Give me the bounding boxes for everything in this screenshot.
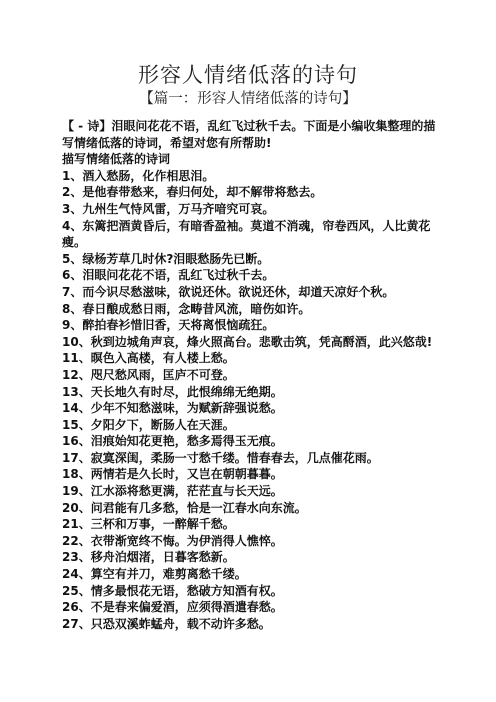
poem-line: 10、秋到边城角声哀，烽火照高台。悲歌击筑，凭高酹酒，此兴悠哉! xyxy=(62,334,433,349)
poem-line: 4、东篱把酒黄昏后，有暗香盈袖。莫道不消魂，帘卷西风，人比黄花瘦。 xyxy=(62,218,431,250)
poem-line: 5、绿杨芳草几时休?泪眼愁肠先已断。 xyxy=(62,251,270,266)
poem-line: 16、泪痕始知花更艳，愁多焉得玉无痕。 xyxy=(62,434,283,449)
poem-line: 3、九州生气恃风雷，万马齐喑究可哀。 xyxy=(62,201,275,216)
intro-paragraph: 【 - 诗】泪眼问花花不语，乱红飞过秋千去。下面是小编收集整理的描写情绪低落的诗词，希望对您有所帮助! xyxy=(62,119,436,150)
poem-line: 7、而今识尽愁滋味，欲说还休。欲说还休，却道天凉好个秋。 xyxy=(62,284,395,299)
poem-line: 15、夕阳夕下，断肠人在天涯。 xyxy=(62,417,235,432)
poem-line: 9、醉拍春衫惜旧香，天将离恨恼疏狂。 xyxy=(62,318,275,333)
poem-line: 23、移舟泊烟渚，日暮客愁新。 xyxy=(62,550,235,565)
page-subtitle: 【篇一：形容人情绪低落的诗句】 xyxy=(139,91,357,107)
poem-line: 2、是他春带愁来，春归何处，却不解带将愁去。 xyxy=(62,185,323,200)
poem-line: 22、衣带渐宽终不悔。为伊消得人憔悴。 xyxy=(62,533,283,548)
poem-line: 12、咫尺愁风雨，匡庐不可登。 xyxy=(62,367,235,382)
poem-line: 1、酒入愁肠，化作相思泪。 xyxy=(62,168,215,183)
poem-line: 13、天长地久有时尽，此恨绵绵无绝期。 xyxy=(62,384,283,399)
section-heading: 描写情绪低落的诗词 xyxy=(62,152,171,167)
poem-line: 20、问君能有几多愁，恰是一江春水向东流。 xyxy=(62,500,307,515)
poem-line: 24、算空有并刀，难剪离愁千缕。 xyxy=(62,567,247,582)
poem-line: 19、江水添将愁更满，茫茫直与长天远。 xyxy=(62,484,283,499)
poem-line: 17、寂寞深闺，柔肠一寸愁千缕。惜春春去，几点催花雨。 xyxy=(62,450,379,465)
poem-line: 14、少年不知愁滋味，为赋新辞强说愁。 xyxy=(62,401,283,416)
poem-line: 18、两情若是久长时，又岂在朝朝暮暮。 xyxy=(62,467,283,482)
poem-line: 11、暝色入高楼，有人楼上愁。 xyxy=(62,351,235,366)
poem-line: 8、春日酿成愁日雨，念畴昔风流，暗伤如许。 xyxy=(62,301,311,316)
poem-line: 21、三杯和万事，一醉解千愁。 xyxy=(62,517,235,532)
document-body xyxy=(62,118,438,632)
poem-line: 26、不是春来偏爱酒，应须得酒遣春愁。 xyxy=(62,600,283,615)
poem-line: 25、情多最恨花无语，愁破方知酒有权。 xyxy=(62,583,283,598)
poem-line: 6、泪眼问花花不语，乱红飞过秋千去。 xyxy=(62,268,275,283)
poem-line: 27、只恐双溪蚱蜢舟，载不动许多愁。 xyxy=(62,616,271,631)
page-title: 形容人情绪低落的诗句 xyxy=(138,63,358,87)
